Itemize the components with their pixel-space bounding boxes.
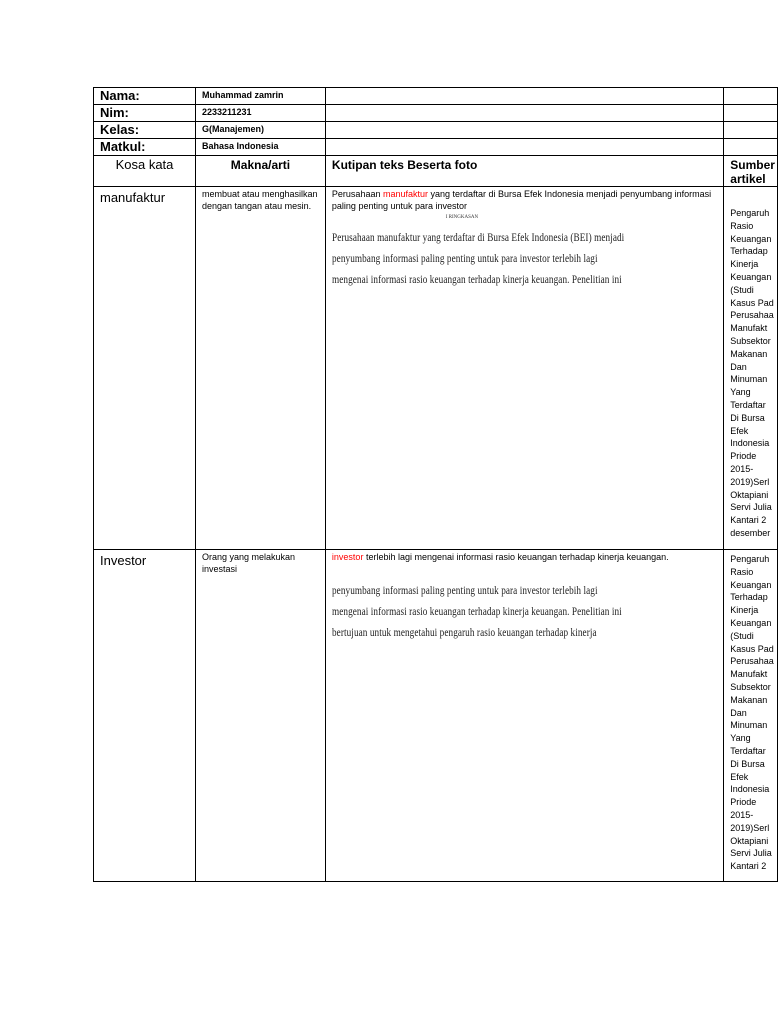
scan-line: Perusahaan manufaktur yang terdaftar di Bursa Efek Indonesia (BEI) menjadi bbox=[331, 232, 625, 244]
entry-word: Investor bbox=[94, 550, 196, 882]
entry-word: manufaktur bbox=[94, 187, 196, 550]
info-value: 2233211231 bbox=[196, 105, 326, 122]
info-value: G(Manajemen) bbox=[196, 122, 326, 139]
entry-quote-cell bbox=[325, 550, 723, 882]
info-label: Kelas: bbox=[94, 122, 196, 139]
info-label: Nim: bbox=[94, 105, 196, 122]
source-line: Makanan bbox=[730, 694, 768, 705]
entry-row-investor bbox=[94, 550, 778, 882]
info-label: Nama: bbox=[94, 88, 196, 105]
entry-source bbox=[724, 187, 778, 550]
source-line: Manufakt bbox=[730, 669, 768, 680]
source-line: Indonesia bbox=[730, 438, 770, 449]
source-line: Servi Julia bbox=[730, 502, 772, 513]
source-line: Keuangan bbox=[730, 579, 772, 590]
source-line: Yang bbox=[730, 387, 751, 398]
source-line: Makanan bbox=[730, 348, 768, 359]
source-line: Di Bursa bbox=[730, 412, 765, 423]
header-row bbox=[94, 156, 778, 187]
source-line: Kantari 2 bbox=[730, 515, 767, 526]
source-line: Oktapiani bbox=[730, 489, 769, 500]
scan-line: mengenai informasi rasio keuangan terhadap kinerja keuangan. Penelitian ini bbox=[331, 274, 622, 286]
scan-caption: I RINGKASAN bbox=[445, 215, 479, 220]
source-line: Servi Julia bbox=[730, 848, 772, 859]
source-line: Minuman bbox=[730, 374, 768, 385]
header-kosa-kata: Kosa kata bbox=[94, 156, 196, 187]
entry-meaning: Orang yang melakukan investasi bbox=[196, 550, 326, 882]
source-line: Terhadap bbox=[730, 592, 768, 603]
header-kutipan: Kutipan teks Beserta foto bbox=[325, 156, 723, 187]
empty-cell bbox=[724, 105, 778, 122]
assignment-table bbox=[93, 87, 778, 882]
source-line: Indonesia bbox=[730, 784, 770, 795]
header-makna: Makna/arti bbox=[196, 156, 326, 187]
empty-cell bbox=[325, 88, 723, 105]
info-row-matkul bbox=[94, 139, 778, 156]
source-line: Subsektor bbox=[730, 681, 771, 692]
source-line: Kinerja bbox=[730, 259, 759, 270]
source-line: (Studi bbox=[730, 630, 754, 641]
source-line: Dan bbox=[730, 707, 747, 718]
info-value: Bahasa Indonesia bbox=[196, 139, 326, 156]
empty-cell bbox=[724, 122, 778, 139]
source-line: Keuangan bbox=[730, 233, 772, 244]
source-line: (Studi bbox=[730, 284, 754, 295]
scan-line: bertujuan untuk mengetahui pengaruh rasio keuangan terhadap kinerja bbox=[331, 627, 597, 639]
source-line: 2015- bbox=[730, 463, 754, 474]
scan-line: mengenai informasi rasio keuangan terhadap kinerja keuangan. Penelitian ini bbox=[331, 606, 622, 618]
source-line: Pengaruh bbox=[730, 554, 770, 564]
empty-cell bbox=[325, 105, 723, 122]
source-line: Perusahaa bbox=[730, 310, 774, 321]
assignment-table-container bbox=[93, 87, 775, 882]
source-line: Subsektor bbox=[730, 335, 771, 346]
scan-line: penyumbang informasi paling penting untuk para investor terlebih lagi bbox=[331, 253, 598, 265]
entry-quote-cell bbox=[325, 187, 723, 550]
header-sumber: Sumber artikel bbox=[724, 156, 778, 187]
entry-meaning: membuat atau menghasilkan dengan tangan atau mesin. bbox=[196, 187, 326, 550]
entry-quote-text: Perusahaan manufaktur yang terdaftar di Bursa Efek Indonesia menjadi penyumbang informasi paling penting untuk para investor bbox=[331, 189, 712, 211]
source-line: Keuangan bbox=[730, 617, 772, 628]
quote-scan-image bbox=[331, 228, 625, 291]
source-line: Minuman bbox=[730, 720, 768, 731]
info-value: Muhammad zamrin bbox=[196, 88, 326, 105]
source-line: Oktapiani bbox=[730, 835, 769, 846]
empty-cell bbox=[724, 139, 778, 156]
info-label: Matkul: bbox=[94, 139, 196, 156]
source-line: Kantari 2 bbox=[730, 861, 767, 872]
source-line: Terdaftar bbox=[730, 399, 766, 410]
scan-line: penyumbang informasi paling penting untuk para investor terlebih lagi bbox=[331, 585, 598, 597]
source-line: Rasio bbox=[730, 566, 754, 577]
source-line: Rasio bbox=[730, 220, 754, 231]
source-line: Kasus Pad bbox=[730, 643, 774, 654]
source-line: Manufakt bbox=[730, 323, 768, 334]
source-line: Di Bursa bbox=[730, 758, 765, 769]
source-line: Terhadap bbox=[730, 246, 768, 257]
source-line: Dan bbox=[730, 361, 747, 372]
empty-cell bbox=[724, 88, 778, 105]
source-line: Kasus Pad bbox=[730, 297, 774, 308]
highlighted-word: investor bbox=[331, 552, 364, 562]
source-line: Kinerja bbox=[730, 605, 759, 616]
source-line: Keuangan bbox=[730, 271, 772, 282]
info-row-kelas bbox=[94, 122, 778, 139]
source-line: 2015- bbox=[730, 809, 754, 820]
source-line: desember bbox=[730, 527, 771, 538]
source-line: Pengaruh bbox=[730, 208, 770, 218]
source-line: Priode bbox=[730, 451, 757, 462]
source-line: Terdaftar bbox=[730, 745, 766, 756]
source-line: Yang bbox=[730, 733, 751, 744]
entry-row-manufaktur bbox=[94, 187, 778, 550]
empty-cell bbox=[325, 122, 723, 139]
info-row-nim bbox=[94, 105, 778, 122]
source-line: Perusahaa bbox=[730, 656, 774, 667]
entry-source bbox=[724, 550, 778, 882]
highlighted-word: manufaktur bbox=[382, 189, 428, 199]
source-line: Efek bbox=[730, 771, 749, 782]
entry-quote-text: investor terlebih lagi mengenai informasi rasio keuangan terhadap kinerja keuangan. bbox=[331, 552, 669, 562]
source-line: 2019)Serl bbox=[730, 822, 770, 833]
source-line: 2019)Serl bbox=[730, 476, 770, 487]
empty-cell bbox=[325, 139, 723, 156]
info-row-nama bbox=[94, 88, 778, 105]
quote-scan-image bbox=[331, 581, 622, 644]
source-line: Priode bbox=[730, 797, 757, 808]
source-line: Efek bbox=[730, 425, 749, 436]
